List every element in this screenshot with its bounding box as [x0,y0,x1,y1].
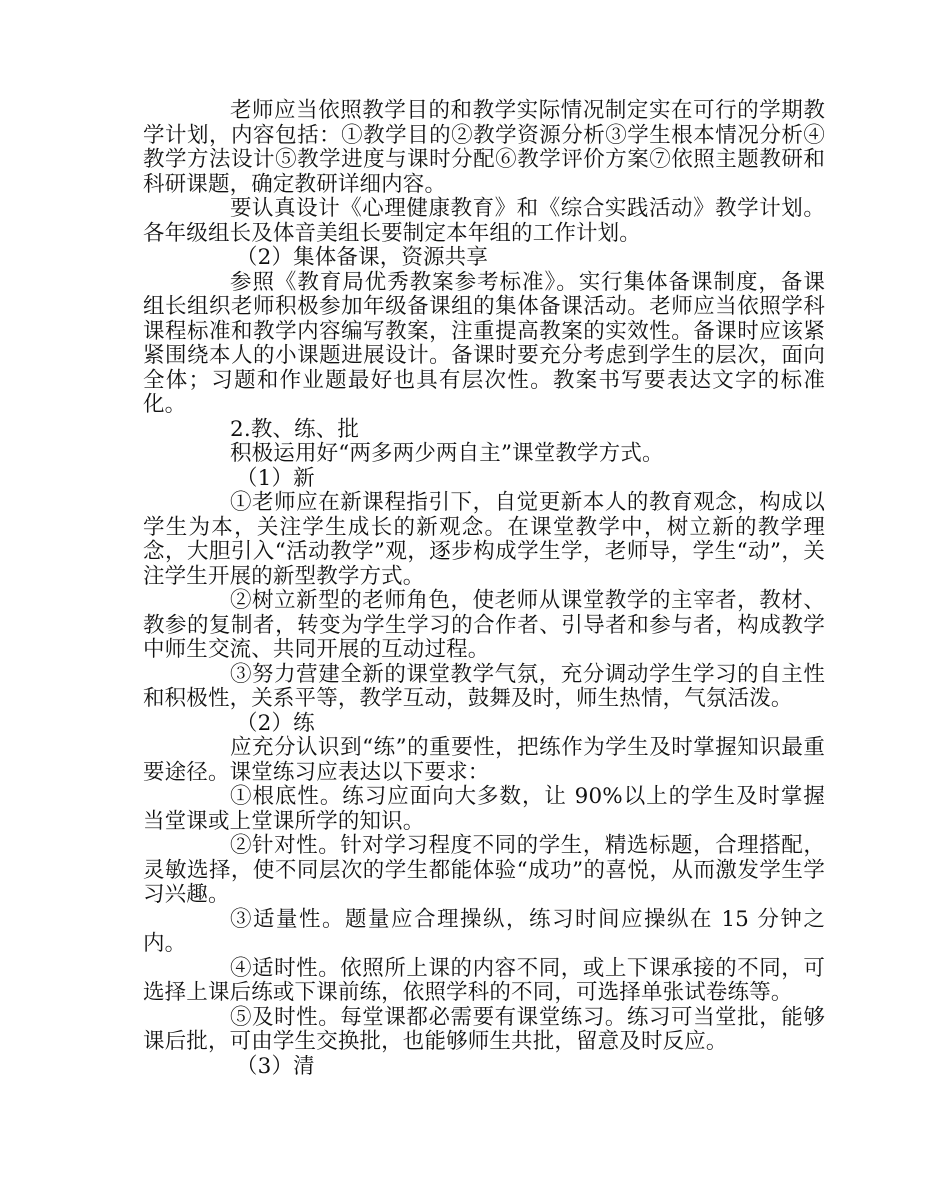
paragraph-practice-item-4: ④适时性。依照所上课的内容不同，或上下课承接的不同，可选择上课后练或下课前练，依照学科的不同，可选择单张试卷练等。 [143,955,825,1005]
subheading-clear: （3）清 [236,1053,315,1079]
section-heading-teach-practice-grade: 2.教、练、批 [230,416,360,442]
paragraph-course-plans: 要认真设计《心理健康教育》和《综合实践活动》教学计划。各年级组长及体音美组长要制定本年组的工作计划。 [143,196,825,246]
subheading-new: （1）新 [236,465,315,491]
paragraph-teaching-method: 积极运用好“两多两少两自主”课堂教学方式。 [230,441,664,466]
paragraph-practice-item-1: ①根底性。练习应面向大多数，让 90%以上的学生及时掌握当堂课或上堂课所学的知识。 [143,784,825,834]
paragraph-semester-plan: 老师应当依照教学目的和教学实际情况制定实在可行的学期教学计划，内容包括：①教学目的②教学资源分析③学生根本情况分析④教学方法设计⑤教学进度与课时分配⑥教学评价方案⑦依照主题教研和科研课题，确定教研详细内容。 [143,98,825,197]
paragraph-collective-lesson-prep: 参照《教育局优秀教案参考标准》。实行集体备课制度，备课组长组织老师积极参加年级备课组的集体备课活动。老师应当依照学科课程标准和教学内容编写教案，注重提高教案的实效性。备课时应该紧紧围绕本人的小课题进展设计。备课时要充分考虑到学生的层次，面向全体；习题和作业题最好也具有层次性。教案书写要表达文字的标准化。 [143,269,825,417]
subheading-collective-lesson-prep: （2）集体备课，资源共享 [236,245,488,270]
paragraph-practice-item-2: ②针对性。针对学习程度不同的学生，精选标题，合理搭配，灵敏选择，使不同层次的学生都能体验“成功”的喜悦，从而激发学生学习兴趣。 [143,833,825,907]
subheading-practice: （2）练 [236,710,315,736]
paragraph-practice-intro: 应充分认识到“练”的重要性，把练作为学生及时掌握知识最重要途径。课堂练习应表达以下要求： [143,735,825,785]
paragraph-new-item-2: ②树立新型的老师角色，使老师从课堂教学的主宰者，教材、教参的复制者，转变为学生学习的合作者、引导者和参与者，构成教学中师生交流、共同开展的互动过程。 [143,588,825,662]
document-body [143,99,825,1079]
paragraph-practice-item-3: ③适量性。题量应合理操纵，练习时间应操纵在 15 分钟之内。 [143,906,825,956]
paragraph-practice-item-5: ⑤及时性。每堂课都必需要有课堂练习。练习可当堂批，能够课后批，可由学生交换批，也能够师生共批，留意及时反应。 [143,1004,825,1054]
paragraph-new-item-3: ③努力营建全新的课堂教学气氛，充分调动学生学习的自主性和积极性，关系平等，教学互动，鼓舞及时，师生热情，气氛活泼。 [143,661,825,711]
paragraph-new-item-1: ①老师应在新课程指引下，自觉更新本人的教育观念，构成以学生为本，关注学生成长的新观念。在课堂教学中，树立新的教学理念，大胆引入“活动教学”观，逐步构成学生学，老师导，学生“动”，关注学生开展的新型教学方式。 [143,490,825,589]
